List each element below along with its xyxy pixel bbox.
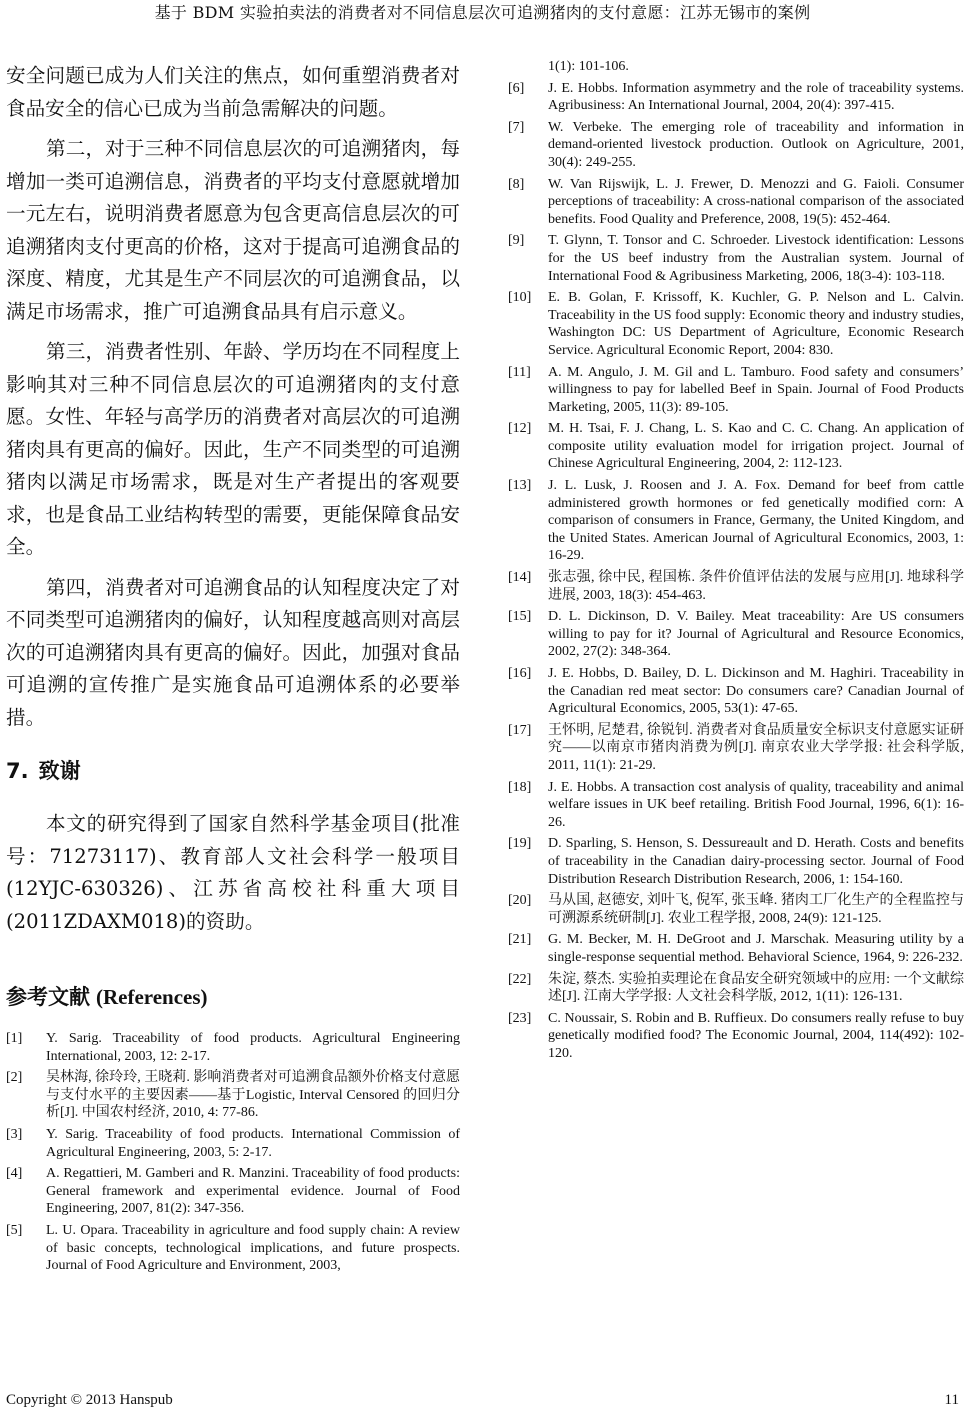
reference-text: W. Verbeke. The emerging role of traceability and information in demand-oriented livestock production. Outlook on Agriculture, 2001, 30(4): 249-255.	[548, 119, 964, 170]
running-header: 基于 BDM 实验拍卖法的消费者对不同信息层次可追溯猪肉的支付意愿：江苏无锡市的案例	[154, 3, 811, 22]
references-heading	[6, 982, 460, 1012]
right-column	[508, 58, 964, 1066]
acknowledgement-heading	[6, 756, 460, 786]
reference-number: [11]	[508, 364, 531, 380]
reference-item	[508, 779, 964, 832]
reference-text: Y. Sarig. Traceability of food products. Agricultural Engineering International, 2003, 12: 2-17.	[46, 1031, 460, 1064]
footer-page-number: 11	[944, 1392, 959, 1408]
reference-text: J. L. Lusk, J. Roosen and J. A. Fox. Demand for beef from cattle administered growth hormones or fed genetically modified corn: A comparison of consumers in France, Germany, the United Kingdom, and the United States. American Journal of Agricultural Economics, 2003, 1: 16-29.	[548, 478, 964, 564]
reference-text: Y. Sarig. Traceability of food products. International Commission of Agricultural Engineering, 2003, 5: 2-17.	[46, 1126, 460, 1160]
reference-text: 马从国, 赵德安, 刘叶飞, 倪军, 张玉峰. 猪肉工厂化生产的全程监控与可溯源系统研制[J]. 农业工程学报, 2008, 24(9): 121-125.	[548, 893, 964, 926]
body-paragraph: 安全问题已成为人们关注的焦点，如何重塑消费者对食品安全的信心已成为当前急需解决的问题。	[6, 64, 460, 120]
reference-item	[508, 232, 964, 285]
reference-number: [16]	[508, 666, 532, 681]
reference-text: C. Noussair, S. Robin and B. Ruffieux. Do consumers really refuse to buy genetically modified food? The Economic Journal, 2004, 114(492): 102-120.	[548, 1010, 964, 1061]
reference-number: [22]	[508, 971, 532, 987]
reference-number: [21]	[508, 932, 532, 948]
reference-item	[508, 176, 964, 229]
left-column	[6, 60, 460, 1279]
reference-item	[508, 477, 964, 565]
reference-number: [19]	[508, 836, 532, 852]
section-title: 致谢	[38, 759, 81, 783]
reference-text: T. Glynn, T. Tonsor and C. Schroeder. Livestock identification: Lessons for the US beef industry from the Australian system. Journal of International Food & Agribusiness Marketing, 2006, 18(3-4): 103-118.	[548, 233, 964, 284]
reference-number: [2]	[6, 1070, 23, 1086]
body-paragraph: 第二，对于三种不同信息层次的可追溯猪肉，每增加一类可追溯信息，消费者的平均支付意愿就增加一元左右，说明消费者愿意为包含更高信息层次的可追溯猪肉支付更高的价格，这对于提高可追溯食品的深度、精度，尤其是生产不同层次的可追溯食品，以满足市场需求，推广可追溯食品具有启示意义。	[6, 137, 460, 323]
reference-item	[508, 971, 964, 1006]
reference-item	[6, 1030, 460, 1065]
reference-number: [6]	[508, 80, 525, 96]
reference-number: [23]	[508, 1010, 532, 1026]
reference-item	[508, 608, 964, 661]
reference-number: [14]	[508, 570, 532, 586]
reference-text: A. Regattieri, M. Gamberi and R. Manzini. Traceability of food products: General framework and experimental evidence. Journal of Food Engineering, 2007, 81(2): 347-356.	[46, 1166, 460, 1217]
references-heading-zh: 参考文献	[6, 985, 90, 1009]
reference-number: [3]	[6, 1126, 23, 1142]
reference-text: M. H. Tsai, F. J. Chang, L. S. Kao and C. C. Chang. An application of composite utility evaluation model for irrigation project. Journal of Chinese Agricultural Engineering, 2004, 2: 112-123.	[548, 421, 964, 472]
reference-text: 王怀明, 尼楚君, 徐锐钊. 消费者对食品质量安全标识支付意愿实证研究——以南京市猪肉消费为例[J]. 南京农业大学学报: 社会科学版, 2011, 11(1): 21-29.	[548, 722, 964, 773]
acknowledgement-text: 本文的研究得到了国家自然科学基金项目(批准号：71273117)、教育部人文社会科学一般项目(12YJC-630326)、江苏省高校社科重大项目(2011ZDAXM018)的资助。	[6, 812, 460, 933]
reference-number: [12]	[508, 421, 532, 437]
reference-number: [13]	[508, 478, 532, 494]
reference-number: [5]	[6, 1222, 23, 1238]
reference-text: E. B. Golan, F. Krissoff, K. Kuchler, G. P. Nelson and L. Calvin. Traceability in the US food supply: Economic theory and industry studies, Washington DC: US Department of Agriculture, Economic Research Service. Agricultural Economic Report, 2004: 830.	[548, 290, 964, 358]
reference-item	[6, 1126, 460, 1161]
reference-text: L. U. Opara. Traceability in agriculture and food supply chain: A review of basic concepts, technological implications, and future prospects. Journal of Food Agriculture and Environment, 2003,	[46, 1222, 460, 1274]
reference-text: D. L. Dickinson, D. V. Bailey. Meat traceability: Are US consumers willing to pay for it? Journal of Agricultural and Resource Economics, 2002, 27(2): 348-364.	[548, 609, 964, 660]
reference-number: [4]	[6, 1166, 23, 1182]
reference-text: A. M. Angulo, J. M. Gil and L. Tamburo. Food safety and consumers’ willingness to pay for labelled Beef in Spain. Journal of Food Products Marketing, 2005, 11(3): 89-105.	[548, 364, 964, 415]
reference-item	[508, 119, 964, 172]
reference-item	[508, 80, 964, 115]
reference-text: 吴林海, 徐玲玲, 王晓莉. 影响消费者对可追溯食品额外价格支付意愿与支付水平的主要因素——基于Logistic, Interval Censored 的回归分析[J]. 中国农村经济, 2010, 4: 77-86.	[46, 1070, 460, 1121]
reference-text: D. Sparling, S. Henson, S. Dessureault and D. Herath. Costs and benefits of traceability in the Canadian dairy-processing sector. Journal of Food Distribution Research Distribution Research, 2006, 1: 154-160.	[548, 836, 964, 887]
reference-text: J. E. Hobbs, D. Bailey, D. L. Dickinson and M. Haghiri. Traceability in the Canadian red meat sector: Do consumers care? Canadian Journal of Agricultural Economics, 2005, 53(1): 47-65.	[548, 666, 964, 717]
reference-number: [9]	[508, 233, 525, 249]
reference-number: [18]	[508, 779, 532, 795]
footer-copyright: Copyright © 2013 Hanspub	[6, 1392, 173, 1408]
reference-item	[508, 835, 964, 888]
reference-text: J. E. Hobbs. Information asymmetry and the role of traceability systems. Agribusiness: An International Journal, 2004, 20(4): 397-415.	[548, 80, 964, 114]
body-paragraph: 第三，消费者性别、年龄、学历均在不同程度上影响其对三种不同信息层次的可追溯猪肉的支付意愿。女性、年轻与高学历的消费者对高层次的可追溯猪肉具有更高的偏好。因此，生产不同类型的可追溯猪肉以满足市场需求，既是对生产者提出的客观要求，也是食品工业结构转型的需要，更能保障食品安全。	[6, 340, 460, 558]
section-number: 7.	[6, 759, 29, 783]
reference-item	[508, 722, 964, 775]
reference-item	[6, 1165, 460, 1218]
reference-continuation: 1(1): 101-106.	[548, 59, 629, 74]
reference-item	[508, 420, 964, 473]
reference-number: [8]	[508, 176, 525, 192]
reference-number: [10]	[508, 290, 532, 306]
reference-list-right	[508, 80, 964, 1063]
reference-item	[6, 1222, 460, 1275]
reference-item	[508, 569, 964, 604]
reference-text: G. M. Becker, M. H. DeGroot and J. Marschak. Measuring utility by a single-response sequential method. Behavioral Science, 1964, 9: 226-232.	[548, 932, 964, 965]
body-paragraph: 第四，消费者对可追溯食品的认知程度决定了对不同类型可追溯猪肉的偏好，认知程度越高则对高层次的可追溯猪肉具有更高的偏好。因此，加强对食品可追溯的宣传推广是实施食品可追溯体系的必要举措。	[6, 575, 460, 729]
reference-text: 张志强, 徐中民, 程国栋. 条件价值评估法的发展与应用[J]. 地球科学进展, 2003, 18(3): 454-463.	[548, 570, 964, 603]
reference-number: [17]	[508, 722, 532, 738]
reference-item	[508, 364, 964, 417]
reference-item	[508, 931, 964, 966]
reference-item	[508, 892, 964, 927]
reference-number: [15]	[508, 609, 532, 625]
reference-list-left	[6, 1030, 460, 1275]
reference-item	[6, 1069, 460, 1122]
reference-item	[508, 289, 964, 359]
reference-item	[508, 1010, 964, 1063]
reference-item	[508, 665, 964, 718]
reference-text: W. Van Rijswijk, L. J. Frewer, D. Menozzi and G. Faioli. Consumer perceptions of traceability: A cross-national comparison of the associated benefits. Food Quality and Preference, 2008, 19(5): 452-464.	[548, 176, 964, 227]
reference-number: [1]	[6, 1031, 23, 1046]
reference-number: [20]	[508, 893, 532, 909]
reference-text: 朱淀, 蔡杰. 实验拍卖理论在食品安全研究领域中的应用: 一个文献综述[J]. 江南大学学报: 人文社会科学版, 2012, 1(11): 126-131.	[548, 971, 964, 1005]
references-heading-en: (References)	[96, 985, 208, 1009]
reference-text: J. E. Hobbs. A transaction cost analysis of quality, traceability and animal welfare issues in UK beef retailing. British Food Journal, 1996, 6(1): 16-26.	[548, 779, 964, 830]
reference-number: [7]	[508, 119, 525, 135]
